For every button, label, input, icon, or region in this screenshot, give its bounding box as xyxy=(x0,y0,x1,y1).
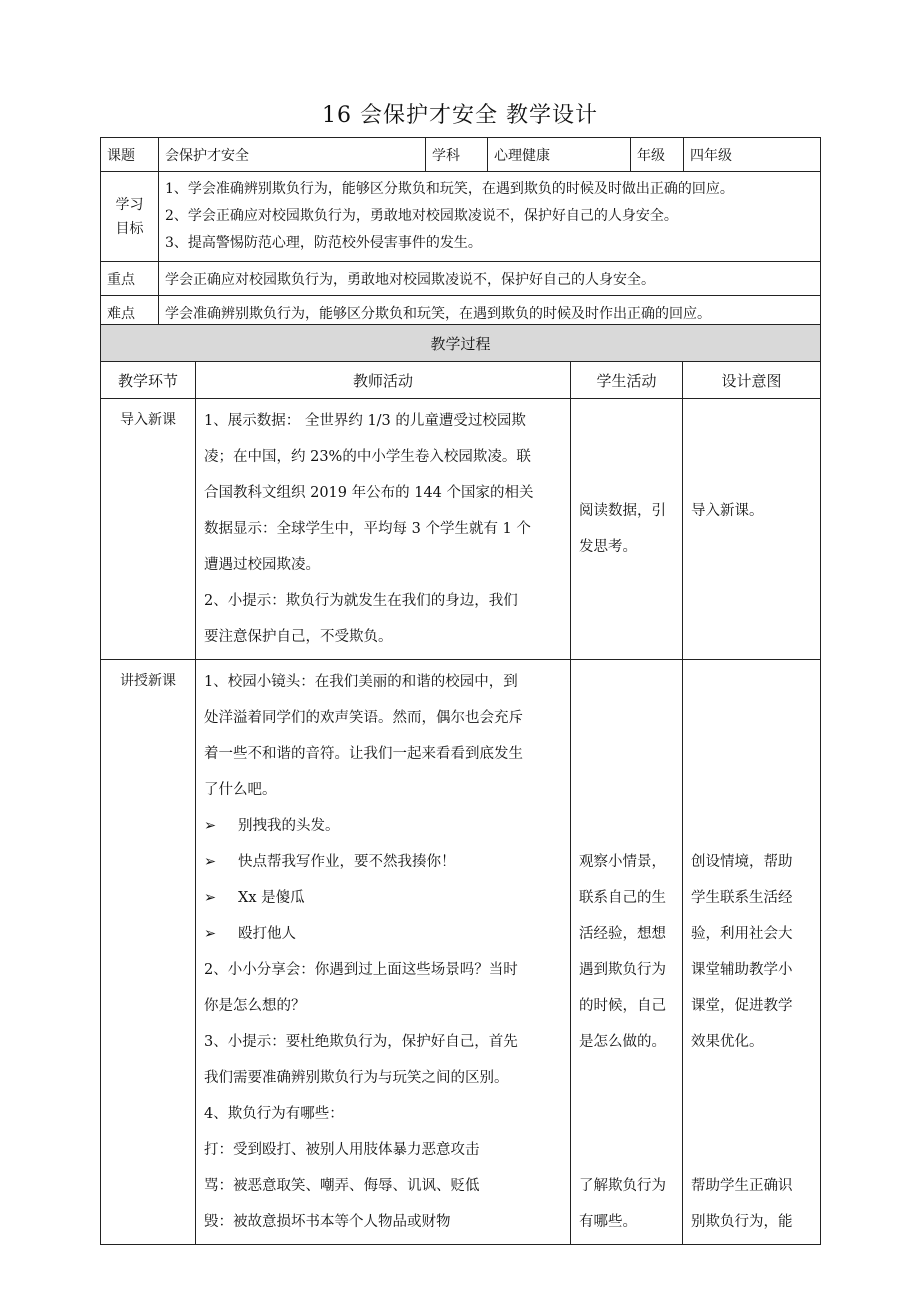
lecture-intent xyxy=(683,660,821,1245)
intent-line: 导入新课。 xyxy=(691,503,764,519)
process-band: 教学过程 xyxy=(101,325,821,362)
goal-item: 1、学会准确辨别欺负行为，能够区分欺负和玩笑，在遇到欺负的时候及时做出正确的回应。 xyxy=(165,181,734,197)
header-intent: 设计意图 xyxy=(683,362,821,399)
intro-row xyxy=(101,399,821,660)
grade-label: 年级 xyxy=(631,138,684,172)
bullet-text: Xx 是傻瓜 xyxy=(238,890,305,906)
bullet-text: 快点帮我写作业，要不然我揍你！ xyxy=(238,854,456,870)
process-table xyxy=(100,324,821,1245)
student-line: 活经验，想想 xyxy=(579,926,666,942)
student-line: 发思考。 xyxy=(579,539,637,555)
page-title: 16 会保护才安全 教学设计 xyxy=(322,103,598,128)
goals-label-line: 目标 xyxy=(115,220,144,237)
course-label: 课题 xyxy=(101,138,159,172)
intent-line: 别欺负行为，能 xyxy=(691,1214,793,1230)
bullet-item xyxy=(204,916,562,952)
lecture-student xyxy=(571,660,683,1245)
student-line: 了解欺负行为 xyxy=(579,1178,666,1194)
teacher-line: 数据显示：全球学生中，平均每 3 个学生就有 1 个 xyxy=(204,521,531,537)
teacher-line: 1、展示数据： 全世界约 1/3 的儿童遭受过校园欺 xyxy=(204,413,526,429)
teacher-line: 2、小提示：欺负行为就发生在我们的身边，我们 xyxy=(204,593,518,609)
teacher-line: 2、小小分享会：你遇到过上面这些场景吗？当时 xyxy=(204,962,518,978)
student-line: 有哪些。 xyxy=(579,1214,637,1230)
student-spacer xyxy=(579,1060,674,1168)
teacher-line: 你是怎么想的？ xyxy=(204,998,306,1014)
goals-label xyxy=(101,172,159,262)
student-line: 是怎么做的。 xyxy=(579,1034,666,1050)
lecture-teacher xyxy=(196,660,571,1245)
goal-item: 3、提高警惕防范心理，防范校外侵害事件的发生。 xyxy=(165,235,482,251)
teacher-line: 处洋溢着同学们的欢声笑语。然而，偶尔也会充斥 xyxy=(204,710,523,726)
intent-line: 课堂，促进教学 xyxy=(691,998,793,1014)
intent-spacer xyxy=(691,664,812,844)
teacher-line: 着一些不和谐的音符。让我们一起来看看到底发生 xyxy=(204,746,523,762)
teacher-line: 3、小提示：要杜绝欺负行为，保护好自己，首先 xyxy=(204,1034,518,1050)
intro-teacher xyxy=(196,399,571,660)
student-line: 观察小情景， xyxy=(579,854,666,870)
bullet-item xyxy=(204,880,562,916)
bullet-text: 别拽我的头发。 xyxy=(238,818,340,834)
teacher-line: 我们需要准确辨别欺负行为与玩笑之间的区别。 xyxy=(204,1070,509,1086)
header-student: 学生活动 xyxy=(571,362,683,399)
intro-student xyxy=(571,399,683,660)
course-value: 会保护才安全 xyxy=(159,138,426,172)
lecture-row xyxy=(101,660,821,1245)
student-line: 的时候，自己 xyxy=(579,998,666,1014)
teacher-line: 要注意保护自己，不受欺负。 xyxy=(204,629,393,645)
intent-line: 帮助学生正确识 xyxy=(691,1178,793,1194)
lecture-stage: 讲授新课 xyxy=(101,660,196,1245)
header-stage: 教学环节 xyxy=(101,362,196,399)
grade-value: 四年级 xyxy=(684,138,821,172)
teacher-line: 合国教科文组织 2019 年公布的 144 个国家的相关 xyxy=(204,485,534,501)
intent-line: 效果优化。 xyxy=(691,1034,764,1050)
subject-label: 学科 xyxy=(426,138,488,172)
subject-value: 心理健康 xyxy=(488,138,631,172)
intent-spacer xyxy=(691,1060,812,1168)
student-spacer xyxy=(579,664,674,844)
teacher-line: 打：受到殴打、被别人用肢体暴力恶意攻击 xyxy=(204,1142,480,1158)
student-line: 联系自己的生 xyxy=(579,890,666,906)
key-value: 学会正确应对校园欺负行为，勇敢地对校园欺凌说不，保护好自己的人身安全。 xyxy=(159,262,821,296)
arrow-bullet-icon: ➢ xyxy=(204,926,217,942)
difficulty-label: 难点 xyxy=(101,296,159,330)
teacher-line: 骂：被恶意取笑、嘲弄、侮辱、讥讽、贬低 xyxy=(204,1178,480,1194)
teacher-line: 了什么吧。 xyxy=(204,782,277,798)
goal-item: 2、学会正确应对校园欺负行为，勇敢地对校园欺凌说不，保护好自己的人身安全。 xyxy=(165,208,678,224)
course-info-table xyxy=(100,137,821,330)
header-teacher: 教师活动 xyxy=(196,362,571,399)
arrow-bullet-icon: ➢ xyxy=(204,818,217,834)
goals-cell xyxy=(159,172,821,262)
intent-line: 创设情境，帮助 xyxy=(691,854,793,870)
intent-line: 课堂辅助教学小 xyxy=(691,962,793,978)
arrow-bullet-icon: ➢ xyxy=(204,854,217,870)
difficulty-value: 学会准确辨别欺负行为，能够区分欺负和玩笑，在遇到欺负的时候及时作出正确的回应。 xyxy=(159,296,821,330)
teacher-line: 遭遇过校园欺凌。 xyxy=(204,557,320,573)
teacher-line: 毁：被故意损坏书本等个人物品或财物 xyxy=(204,1214,451,1230)
intro-stage: 导入新课 xyxy=(101,399,196,660)
bullet-item xyxy=(204,844,562,880)
goals-label-line: 学习 xyxy=(115,196,144,213)
intent-line: 验，利用社会大 xyxy=(691,926,793,942)
bullet-text: 殴打他人 xyxy=(238,926,296,942)
key-label: 重点 xyxy=(101,262,159,296)
intro-intent xyxy=(683,399,821,660)
teacher-line: 4、欺负行为有哪些： xyxy=(204,1106,344,1122)
teacher-line: 1、校园小镜头：在我们美丽的和谐的校园中，到 xyxy=(204,674,518,690)
student-line: 遇到欺负行为 xyxy=(579,962,666,978)
arrow-bullet-icon: ➢ xyxy=(204,890,217,906)
intent-line: 学生联系生活经 xyxy=(691,890,793,906)
bullet-item xyxy=(204,808,562,844)
student-line: 阅读数据，引 xyxy=(579,503,666,519)
teacher-line: 凌；在中国，约 23%的中小学生卷入校园欺凌。联 xyxy=(204,449,531,465)
